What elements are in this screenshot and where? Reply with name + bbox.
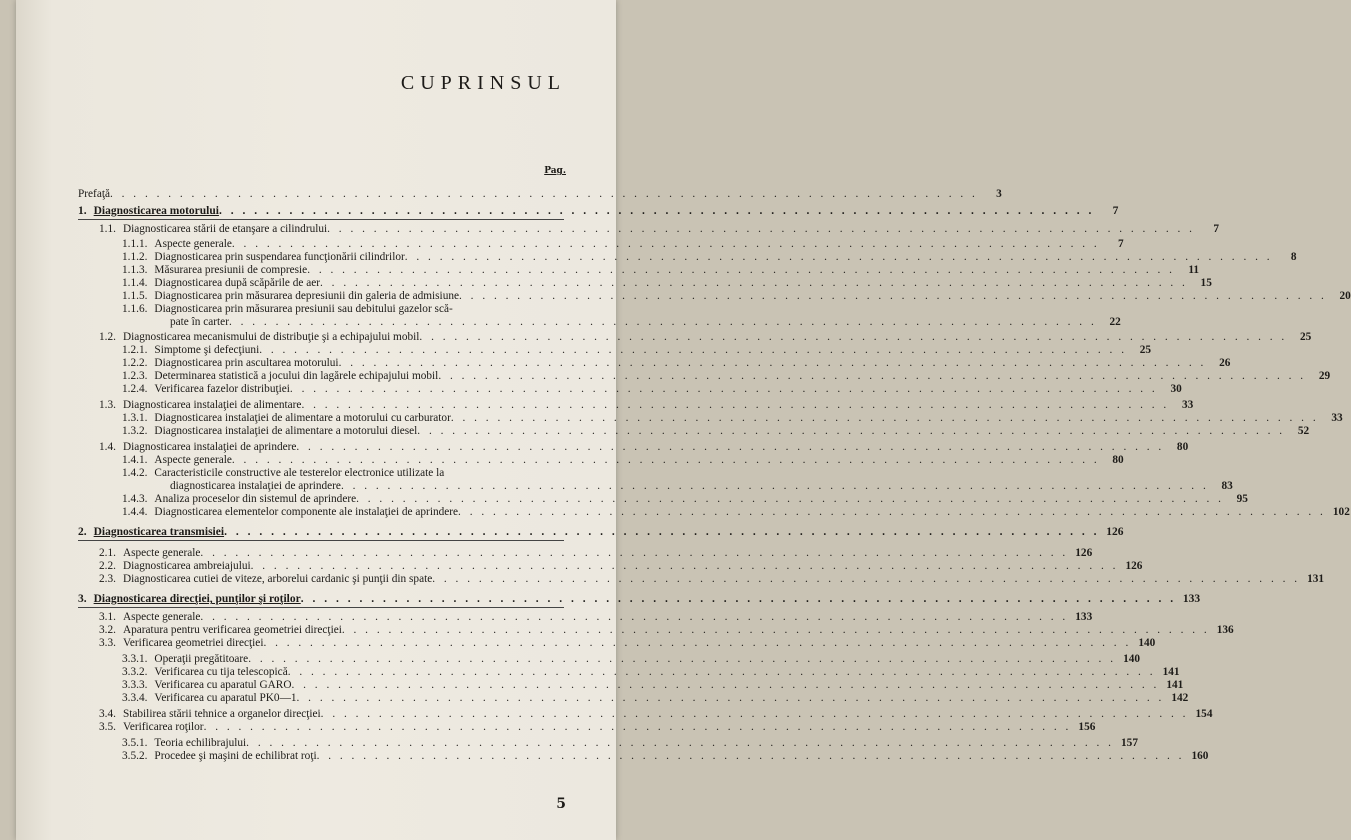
toc-entry: [122, 467, 560, 480]
toc-entry-title: Aspecte generale: [122, 611, 201, 623]
toc-entry-number: 2.2.: [99, 560, 116, 572]
toc-entry-number: 1.3.1.: [122, 412, 148, 424]
toc-leader-dots: [263, 637, 1131, 650]
toc-leader-dots: [200, 611, 1068, 624]
toc-page-number: 141: [1162, 666, 1180, 678]
toc-leader-dots: [232, 454, 1100, 467]
toc-leader-dots: [432, 573, 1300, 586]
toc-leader-dots: [292, 679, 1160, 692]
toc-entry-title: Operaţii pregătitoare: [154, 653, 249, 665]
toc-leader-dots: [339, 357, 1207, 370]
toc-leader-dots: [200, 547, 1068, 560]
toc-entry-number: 2.: [78, 526, 87, 538]
toc-entry-continuation: [170, 316, 1121, 329]
toc-entry-title: Diagnosticarea motorului: [93, 205, 219, 217]
toc-page-number: 26: [1219, 357, 1231, 369]
toc-entry-title: pate în carter: [170, 316, 229, 328]
toc-entry: [122, 383, 1182, 396]
toc-leader-dots: [342, 624, 1210, 637]
toc-entry-title: Diagnosticarea instalaţiei de alimentare: [122, 399, 302, 411]
toc-entry: [122, 506, 1350, 519]
toc-leader-dots: [459, 290, 1327, 303]
toc-leader-dots: [248, 653, 1116, 666]
toc-page-number: 8: [1290, 251, 1297, 263]
toc-entry-number: 1.2.4.: [122, 383, 148, 395]
toc-entry: [122, 264, 1199, 277]
toc-entry-title: Diagnosticarea după scăpările de aer: [154, 277, 321, 289]
toc-page-number: 157: [1121, 737, 1138, 749]
toc-entry-title: Verificarea roţilor: [122, 721, 204, 733]
toc-entry-title: Măsurarea presiunii de compresie: [154, 264, 308, 276]
toc-entry-title: Diagnosticarea prin măsurarea presiunii sau debitului gazelor scă-: [154, 303, 453, 315]
toc-page-number: 160: [1191, 750, 1209, 762]
toc-page-number: 25: [1139, 344, 1152, 356]
toc-entry-number: 1.2.1.: [122, 344, 148, 356]
toc-page-number: 95: [1236, 493, 1248, 505]
toc-leader-dots: [356, 493, 1224, 506]
toc-entry-title: Verificarea cu aparatul PK0—1: [154, 692, 297, 704]
toc-entry-number: 3.3.: [99, 637, 116, 649]
toc-entry: [99, 573, 1325, 586]
toc-page-number: 33: [1331, 412, 1343, 424]
toc-leader-dots: [451, 412, 1319, 425]
chapter-rule: [78, 219, 564, 220]
toc-leader-dots: [419, 331, 1287, 344]
toc-entry: [122, 344, 1152, 357]
toc-page-number: 7: [1112, 205, 1119, 217]
toc-entry: [122, 238, 1124, 251]
toc-entry-title: Diagnosticarea elementelor componente ale instalaţiei de aprindere: [154, 506, 459, 518]
toc-entry-title: Diagnosticarea direcţiei, punţilor şi roţilor: [93, 593, 301, 605]
toc-entry-title: Diagnosticarea instalaţiei de aprindere: [122, 441, 297, 453]
toc-entry-title: Diagnosticarea prin măsurarea depresiunii din galeria de admisiune: [154, 290, 460, 302]
toc-leader-dots: [219, 205, 1094, 218]
toc-entry-title: Aparatura pentru verificarea geometriei direcţiei: [122, 624, 342, 636]
toc-entry: [122, 454, 1124, 467]
toc-entry-number: 1.3.: [99, 399, 116, 411]
toc-entry-number: 3.5.2.: [122, 750, 148, 762]
toc-page-number: 80: [1112, 454, 1124, 466]
toc-page-number: 140: [1123, 653, 1141, 665]
toc-entry: [122, 692, 1189, 705]
toc-entry-title: Diagnosticarea instalaţiei de alimentare a motorului diesel: [154, 425, 418, 437]
toc-entry: [99, 441, 1189, 454]
toc-page-number: 142: [1171, 692, 1189, 704]
toc-entry-title: Caracteristicile constructive ale testerelor electronice utilizate la: [154, 467, 445, 479]
toc-page-number: 11: [1188, 264, 1199, 276]
toc-entry-number: 2.1.: [99, 547, 116, 559]
toc-leader-dots: [290, 383, 1158, 396]
toc-entry: [122, 412, 1343, 425]
toc-page-number: 29: [1318, 370, 1331, 382]
toc-entry-number: 2.3.: [99, 573, 116, 585]
toc-leader-dots: [438, 370, 1306, 383]
chapter-rule: [78, 607, 564, 608]
toc-leader-dots: [321, 708, 1189, 721]
toc-entry: [78, 188, 1002, 201]
toc-leader-dots: [246, 737, 1114, 750]
toc-entry: [122, 303, 560, 316]
toc-page-number: 3: [996, 188, 1002, 200]
toc-entry-number: 1.4.1.: [122, 454, 148, 466]
toc-page-number: 126: [1125, 560, 1143, 572]
book-page: [16, 0, 1351, 840]
toc-entry: [99, 399, 1194, 412]
toc-entry: [122, 251, 1297, 264]
toc-entry: [122, 666, 1180, 679]
toc-entry-number: 1.1.2.: [122, 251, 148, 263]
toc-entry: [122, 425, 1310, 438]
toc-page-number: 52: [1297, 425, 1310, 437]
toc-page-number: 126: [1075, 547, 1093, 559]
toc-entry: [99, 721, 1096, 734]
page-column-label: Pag.: [544, 166, 566, 176]
toc-leader-dots: [341, 480, 1209, 493]
toc-entry-title: Verificarea geometriei direcţiei: [122, 637, 264, 649]
toc-entry-title: Stabilirea stării tehnice a organelor direcţiei: [122, 708, 321, 720]
toc-leader-dots: [301, 593, 1176, 606]
toc-entry-title: Diagnosticarea transmisiei: [93, 526, 225, 538]
toc-page-number: 15: [1200, 277, 1212, 289]
toc-entry: [122, 653, 1141, 666]
toc-leader-dots: [307, 264, 1175, 277]
toc-chapter: [78, 526, 1124, 539]
toc-entry-title: Aspecte generale: [122, 547, 201, 559]
toc-entry-title: Verificarea cu tija telescopică: [154, 666, 288, 678]
toc-entry-number: 3.1.: [99, 611, 116, 623]
toc-entry: [122, 750, 1209, 763]
toc-entry-number: 1.4.3.: [122, 493, 148, 505]
toc-page-number: 136: [1216, 624, 1234, 636]
toc-leader-dots: [458, 506, 1326, 519]
toc-entry-number: 1.1.5.: [122, 290, 148, 302]
toc-leader-dots: [232, 238, 1100, 251]
toc-page-number: 30: [1170, 383, 1182, 395]
toc-page-number: 33: [1181, 399, 1194, 411]
toc-page-number: 80: [1176, 441, 1189, 453]
page-number: 5: [556, 796, 566, 812]
toc-leader-dots: [204, 721, 1072, 734]
toc-leader-dots: [405, 251, 1273, 264]
toc-entry-title: Diagnosticarea instalaţiei de alimentare a motorului cu carburator: [154, 412, 451, 424]
toc-entry: [122, 679, 1184, 692]
toc-entry-title: Diagnosticarea cutiei de viteze, arborelui cardanic şi punţii din spate: [122, 573, 433, 585]
toc-chapter: [78, 593, 1201, 606]
toc-entry: [99, 223, 1219, 236]
toc-entry-title: Verificarea fazelor distribuţiei: [154, 383, 290, 395]
toc-entry-number: 1.2.: [99, 331, 116, 343]
toc-entry: [99, 637, 1156, 650]
toc-page-number: 141: [1166, 679, 1184, 691]
toc-leader-dots: [320, 277, 1188, 290]
toc-page-number: 133: [1075, 611, 1093, 623]
toc-entry-number: 3.2.: [99, 624, 116, 636]
toc-chapter: [78, 205, 1119, 218]
toc-leader-dots: [327, 223, 1195, 236]
toc-entry: [122, 290, 1351, 303]
toc-entry-title: Diagnosticarea stării de etanşare a cilindrului: [122, 223, 328, 235]
toc-leader-dots: [301, 399, 1169, 412]
toc-leader-dots: [288, 666, 1156, 679]
toc-entry-number: 3.5.1.: [122, 737, 148, 749]
toc-entry-number: 3.3.1.: [122, 653, 148, 665]
toc-entry-title: Diagnosticarea prin ascultarea motorului: [154, 357, 339, 369]
toc-entry-number: 3.: [78, 593, 87, 605]
toc-entry-number: 1.1.3.: [122, 264, 148, 276]
toc-entry: [99, 708, 1213, 721]
toc-leader-dots: [259, 344, 1127, 357]
toc-entry-title: Aspecte generale: [154, 238, 232, 250]
toc-page-number: 131: [1307, 573, 1325, 585]
toc-leader-dots: [229, 316, 1097, 329]
toc-entry: [99, 560, 1143, 573]
toc-page-number: 7: [1118, 238, 1124, 250]
toc-entry-number: 3.3.3.: [122, 679, 148, 691]
toc-leader-dots: [297, 692, 1165, 705]
toc-page-number: 154: [1195, 708, 1213, 720]
toc-entry-title: Verificarea cu aparatul GARO: [154, 679, 292, 691]
toc-entry-title: Diagnosticarea ambreiajului: [122, 560, 251, 572]
toc-entry: [99, 547, 1093, 560]
toc-entry-title: Analiza proceselor din sistemul de aprindere: [154, 493, 357, 505]
toc-page-number: 156: [1078, 721, 1096, 733]
toc-leader-dots: [417, 425, 1285, 438]
toc-entry: [99, 611, 1093, 624]
toc-entry: [99, 331, 1312, 344]
toc-entry-number: 1.4.: [99, 441, 116, 453]
toc-entry-continuation: [170, 480, 1233, 493]
toc-entry-number: 3.5.: [99, 721, 116, 733]
toc-entry-title: Aspecte generale: [154, 454, 232, 466]
toc-entry-number: 3.3.2.: [122, 666, 148, 678]
toc-page-number: 22: [1109, 316, 1121, 328]
toc-leader-dots: [251, 560, 1119, 573]
page-title: CUPRINSUL: [400, 72, 566, 94]
toc-page-number: 83: [1221, 480, 1233, 492]
toc-page-number: 25: [1299, 331, 1312, 343]
toc-leader-dots: [317, 750, 1185, 763]
toc-leader-dots: [110, 188, 978, 201]
toc-leader-dots: [224, 526, 1099, 539]
toc-entry-title: Teoria echilibrajului: [154, 737, 247, 749]
toc-entry: [122, 493, 1248, 506]
toc-entry-number: 1.: [78, 205, 87, 217]
toc-entry-number: 1.2.3.: [122, 370, 148, 382]
toc-entry-title: Diagnosticarea prin suspendarea funcţionării cilindrilor: [154, 251, 405, 263]
toc-entry-number: 1.4.4.: [122, 506, 148, 518]
toc-page-number: 126: [1106, 526, 1124, 538]
toc-entry-number: 1.1.1.: [122, 238, 148, 250]
toc-entry-title: Diagnosticarea mecanismului de distribuţie şi a echipajului mobil: [122, 331, 420, 343]
toc-entry-number: 1.1.4.: [122, 277, 148, 289]
toc-entry: [122, 370, 1331, 383]
toc-entry-title: Simptome şi defecţiuni: [154, 344, 260, 356]
toc-page-number: 7: [1213, 223, 1219, 235]
toc-page-number: 140: [1138, 637, 1156, 649]
toc-entry-title: Prefaţă: [78, 188, 110, 200]
toc-entry-number: 3.3.4.: [122, 692, 148, 704]
toc-entry: [122, 277, 1212, 290]
toc-entry-number: 1.2.2.: [122, 357, 148, 369]
toc-entry-number: 1.3.2.: [122, 425, 148, 437]
toc-entry-number: 3.4.: [99, 708, 116, 720]
toc-page-number: 102: [1332, 506, 1350, 518]
toc-entry: [99, 624, 1234, 637]
toc-entry-number: 1.1.6.: [122, 303, 148, 315]
toc-entry: [122, 737, 1138, 750]
toc-entry-number: 1.4.2.: [122, 467, 148, 479]
toc-entry-number: 1.1.: [99, 223, 116, 235]
toc-entry-title: Procedee şi maşini de echilibrat roţi: [154, 750, 317, 762]
toc-leader-dots: [296, 441, 1164, 454]
chapter-rule: [78, 540, 564, 541]
toc-entry: [122, 357, 1231, 370]
toc-page-number: 133: [1182, 593, 1201, 605]
toc-entry-title: Determinarea statistică a jocului din lagărele echipajului mobil: [154, 370, 439, 382]
toc-page-number: 20: [1339, 290, 1351, 302]
toc-entry-title: diagnosticarea instalaţiei de aprindere: [170, 480, 341, 492]
